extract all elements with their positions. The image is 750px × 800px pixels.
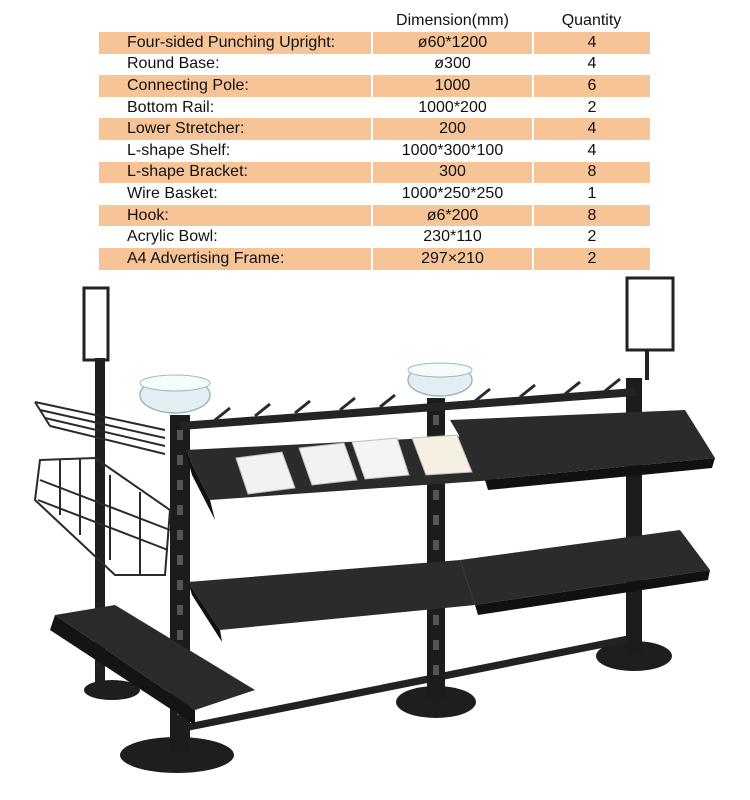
table-row xyxy=(99,162,650,184)
part-name: A4 Advertising Frame: xyxy=(99,248,372,270)
part-name: L-shape Shelf: xyxy=(127,141,231,159)
spec-table xyxy=(99,10,650,270)
table-row xyxy=(99,140,650,162)
part-quantity: 2 xyxy=(533,97,650,119)
part-quantity: 4 xyxy=(533,32,650,54)
part-dimension: 1000*250*250 xyxy=(372,183,533,205)
part-dimension: 1000*300*100 xyxy=(372,140,533,162)
part-name: Wire Basket: xyxy=(127,184,218,202)
table-row xyxy=(99,75,650,97)
part-quantity: 4 xyxy=(533,54,650,76)
header-part xyxy=(99,10,372,32)
table-row xyxy=(99,226,650,248)
part-name: Acrylic Bowl: xyxy=(127,228,218,246)
part-name: Bottom Rail: xyxy=(127,98,215,116)
table-header-row xyxy=(99,10,650,32)
part-name: Connecting Pole: xyxy=(99,75,372,97)
part-quantity: 4 xyxy=(533,118,650,140)
part-quantity: 8 xyxy=(533,205,650,227)
header-quantity: Quantity xyxy=(561,12,622,29)
table-row xyxy=(99,97,650,119)
part-dimension: ø60*1200 xyxy=(372,32,533,54)
table-row xyxy=(99,183,650,205)
table-row xyxy=(99,118,650,140)
header-dimension: Dimension(mm) xyxy=(396,12,509,29)
part-dimension: 300 xyxy=(372,162,533,184)
part-name: Round Base: xyxy=(127,55,220,73)
part-name: Hook: xyxy=(99,205,372,227)
part-dimension: 200 xyxy=(372,118,533,140)
display-rack-image xyxy=(20,270,720,790)
part-quantity: 2 xyxy=(533,248,650,270)
part-quantity: 6 xyxy=(533,75,650,97)
bottom-rail xyxy=(180,635,632,732)
part-quantity: 4 xyxy=(533,140,650,162)
part-dimension: 230*110 xyxy=(372,226,533,248)
part-quantity: 1 xyxy=(533,183,650,205)
part-dimension: 297×210 xyxy=(372,248,533,270)
part-name: L-shape Bracket: xyxy=(99,162,372,184)
part-name: Four-sided Punching Upright: xyxy=(99,32,372,54)
part-quantity: 2 xyxy=(533,226,650,248)
table-row xyxy=(99,32,650,54)
table-row xyxy=(99,54,650,76)
part-dimension: ø6*200 xyxy=(372,205,533,227)
table-row xyxy=(99,205,650,227)
part-dimension: 1000 xyxy=(372,75,533,97)
part-name: Lower Stretcher: xyxy=(99,118,372,140)
table-row xyxy=(99,248,650,270)
part-quantity: 8 xyxy=(533,162,650,184)
part-dimension: 1000*200 xyxy=(372,97,533,119)
part-dimension: ø300 xyxy=(372,54,533,76)
